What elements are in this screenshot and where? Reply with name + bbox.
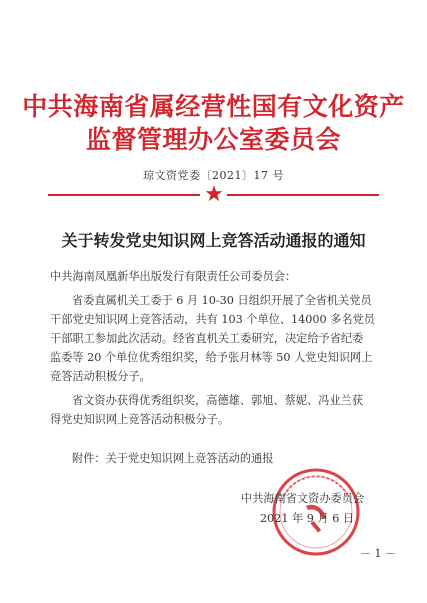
paragraph-1-line-1: 省委直属机关工委于 6 月 10-30 日组织开展了全省机关党员	[72, 294, 372, 307]
notice-title: 关于转发党史知识网上竞答活动通报的通知	[61, 231, 366, 250]
red-star-icon: ★	[204, 182, 224, 207]
paragraph-1-line-5: 竞答活动积极分子。	[50, 370, 151, 383]
paragraph-1-line-3: 干部职工参加此次活动。经省直机关工委研究，决定给予省纪委	[50, 332, 364, 345]
paragraph-2-line-1: 省文资办获得优秀组织奖，高德雄、郭旭、蔡妮、冯业兰获	[72, 394, 363, 407]
paragraph-2-line-2: 得党史知识网上竞答活动积极分子。	[50, 413, 230, 426]
red-rule-left	[48, 194, 200, 196]
salutation: 中共海南凤凰新华出版发行有限责任公司委员会：	[50, 270, 297, 283]
issuer-header-line-1: 中共海南省属经营性国有文化资产	[22, 92, 405, 121]
paragraph-1-line-4: 监委等 20 个单位优秀组织奖，给予张月林等 50 人党史知识网上	[50, 351, 373, 364]
signature-organization: 中共海南省文资办委员会	[241, 492, 365, 505]
signature-date: 2021 年 9 月 6 日	[260, 512, 355, 525]
document-number: 琼文资党委〔2021〕17 号	[143, 169, 284, 182]
issuer-header-line-2: 监督管理办公室委员会	[85, 125, 341, 154]
red-rule-right	[227, 194, 379, 196]
paragraph-1-line-2: 干部党史知识网上竞答活动，共有 103 个单位、14000 多名党员	[50, 313, 375, 326]
page-number: － 1 －	[360, 547, 396, 560]
attachment-line: 附件：关于党史知识网上竞答活动的通报	[72, 452, 274, 465]
